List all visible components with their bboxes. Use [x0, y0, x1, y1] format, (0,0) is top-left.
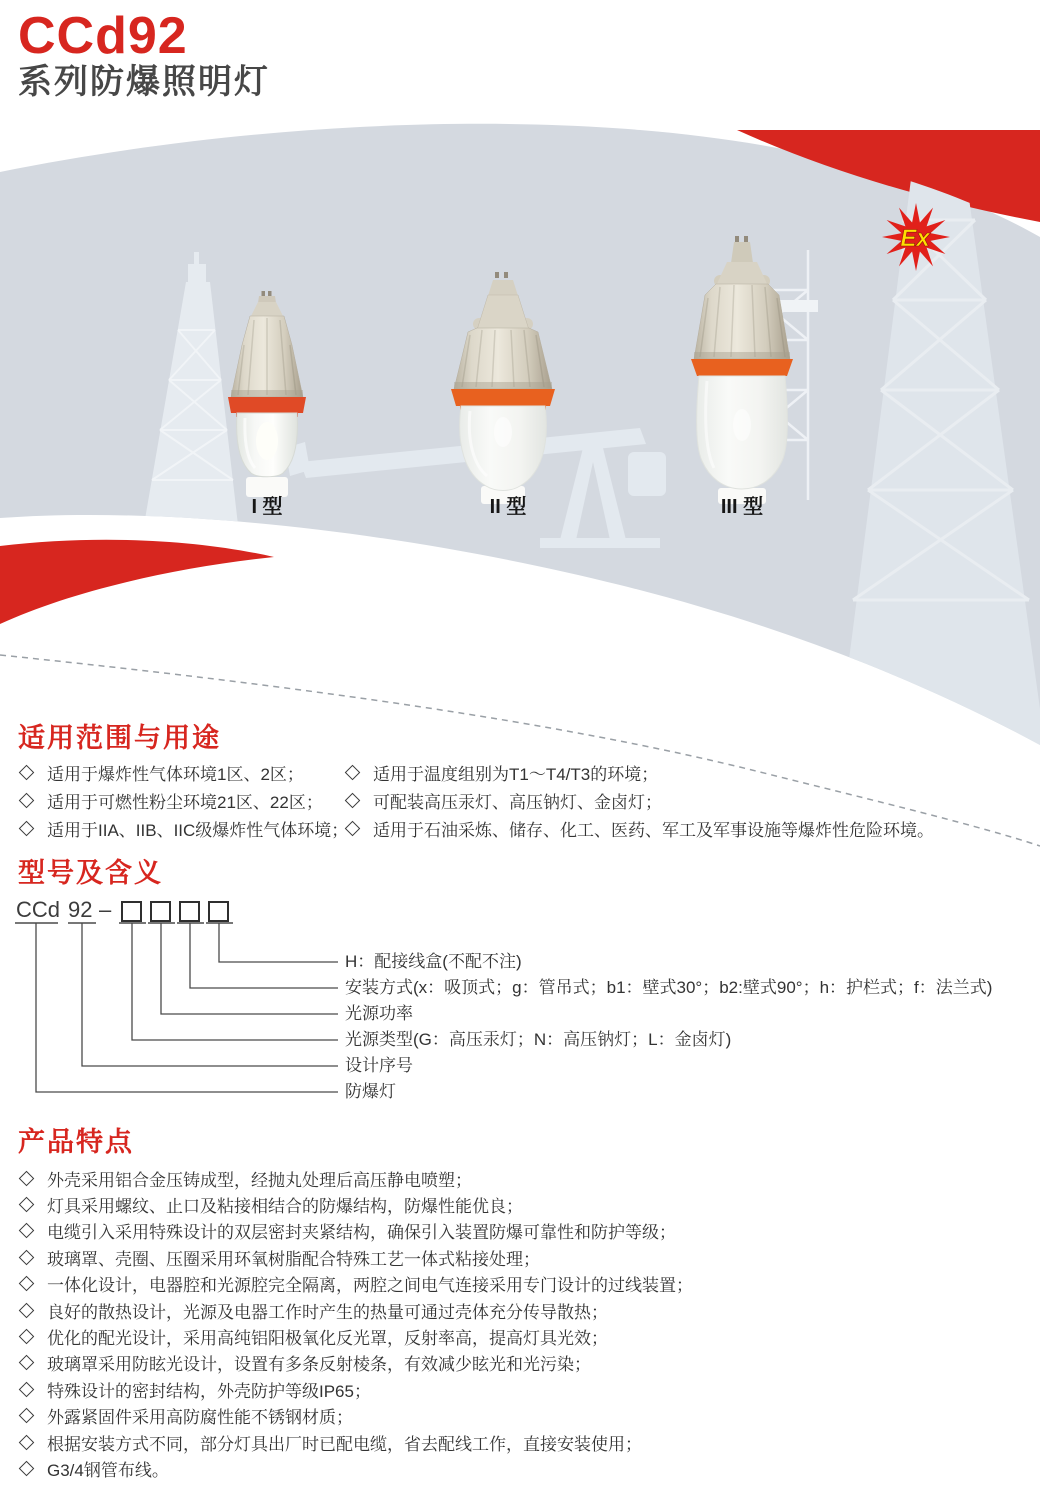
- model-callout-mounting: 安装方式(x：吸顶式；g：管吊式；b1：壁式30°；b2:壁式90°；h：护栏式；f：法兰式): [345, 978, 993, 997]
- model-callout-design-no: 设计序号: [345, 1056, 413, 1075]
- feature-item: 特殊设计的密封结构，外壳防护等级IP65；: [18, 1376, 693, 1402]
- diamond-bullet-icon: [19, 1382, 35, 1398]
- features-list: [18, 1165, 693, 1482]
- features-heading: 产品特点: [18, 1127, 134, 1157]
- feature-item: 电缆引入采用特殊设计的双层密封夹紧结构，确保引入装置防爆可靠性和防护等级；: [18, 1218, 693, 1244]
- feature-item: 玻璃罩、壳圈、压圈采用环氧树脂配合特殊工艺一体式粘接处理；: [18, 1244, 693, 1270]
- diamond-bullet-icon: [345, 792, 361, 808]
- lamp-label-type2: II 型: [489, 496, 527, 518]
- diamond-bullet-icon: [19, 1223, 35, 1239]
- ex-badge-text: Ex: [900, 225, 930, 252]
- diamond-bullet-icon: [19, 1408, 35, 1424]
- diamond-bullet-icon: [19, 1250, 35, 1266]
- diamond-bullet-icon: [19, 820, 35, 836]
- model-heading: 型号及含义: [18, 858, 163, 888]
- model-callout-power: 光源功率: [345, 1004, 413, 1023]
- diamond-bullet-icon: [19, 1170, 35, 1186]
- diamond-bullet-icon: [19, 1329, 35, 1345]
- feature-item: 外壳采用铝合金压铸成型，经抛丸处理后高压静电喷塑；: [18, 1165, 693, 1191]
- page-subtitle: 系列防爆照明灯: [18, 63, 270, 101]
- lamp-label-type1: I 型: [251, 496, 283, 518]
- diamond-bullet-icon: [19, 1302, 35, 1318]
- diamond-bullet-icon: [19, 1276, 35, 1292]
- feature-item: 玻璃罩采用防眩光设计，设置有多条反射棱条，有效减少眩光和光污染；: [18, 1350, 693, 1376]
- diamond-bullet-icon: [19, 1355, 35, 1371]
- usage-item: 适用于温度组别为T1～T4/T3的环境；: [344, 758, 934, 786]
- feature-item: 外露紧固件采用高防腐性能不锈钢材质；: [18, 1403, 693, 1429]
- model-callout-lamp: 防爆灯: [345, 1082, 396, 1101]
- model-code-box-4: [208, 901, 229, 922]
- red-crescent-swoosh: [0, 540, 274, 624]
- feature-item: G3/4钢管布线。: [18, 1455, 693, 1481]
- model-code-box-3: [179, 901, 200, 922]
- model-code-dash: –: [99, 897, 112, 922]
- diamond-bullet-icon: [345, 764, 361, 780]
- model-code-box-2: [150, 901, 171, 922]
- usage-left-column: [18, 758, 348, 842]
- diamond-bullet-icon: [19, 1434, 35, 1450]
- diamond-bullet-icon: [19, 764, 35, 780]
- model-code-series: 92: [68, 897, 93, 922]
- feature-item: 优化的配光设计，采用高纯铝阳极氧化反光罩，反射率高，提高灯具光效；: [18, 1323, 693, 1349]
- diamond-bullet-icon: [345, 820, 361, 836]
- usage-item: 适用于爆炸性气体环境1区、2区；: [18, 758, 348, 786]
- model-callout-junction-box: H：配接线盒(不配不注): [345, 952, 522, 971]
- usage-item: 可配装高压汞灯、高压钠灯、金卤灯；: [344, 786, 934, 814]
- model-code-prefix: CCd: [16, 897, 61, 922]
- feature-item: 灯具采用螺纹、止口及粘接相结合的防爆结构，防爆性能优良；: [18, 1191, 693, 1217]
- model-callout-source-type: 光源类型(G：高压汞灯；N：高压钠灯；L：金卤灯): [345, 1030, 732, 1049]
- usage-item: 适用于石油采炼、储存、化工、医药、军工及军事设施等爆炸性危险环境。: [344, 814, 934, 842]
- diamond-bullet-icon: [19, 792, 35, 808]
- model-code-box-1: [121, 901, 142, 922]
- feature-item: 根据安装方式不同，部分灯具出厂时已配电缆，省去配线工作，直接安装使用；: [18, 1429, 693, 1455]
- diamond-bullet-icon: [19, 1461, 35, 1477]
- model-connector-lines: [0, 890, 1040, 1120]
- feature-item: 一体化设计，电器腔和光源腔完全隔离，两腔之间电气连接采用专门设计的过线装置；: [18, 1271, 693, 1297]
- usage-item: 适用于IIA、IIB、IIC级爆炸性气体环境；: [18, 814, 348, 842]
- diamond-bullet-icon: [19, 1197, 35, 1213]
- usage-heading: 适用范围与用途: [18, 723, 221, 753]
- usage-item: 适用于可燃性粉尘环境21区、22区；: [18, 786, 348, 814]
- page-title: CCd92: [18, 7, 188, 65]
- usage-right-column: [344, 758, 934, 842]
- feature-item: 良好的散热设计，光源及电器工作时产生的热量可通过壳体充分传导散热；: [18, 1297, 693, 1323]
- lamp-label-type3: III 型: [720, 496, 764, 518]
